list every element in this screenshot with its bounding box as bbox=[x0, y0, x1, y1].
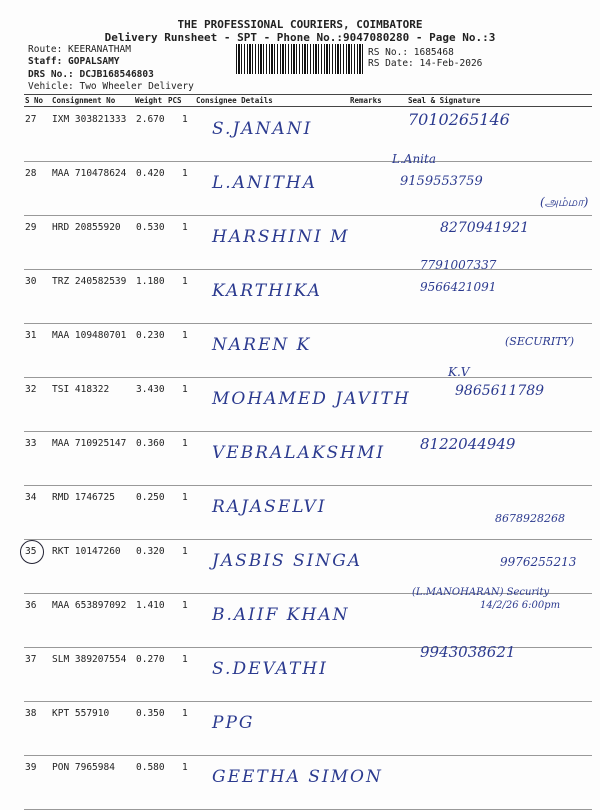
signature-note: 8270941921 bbox=[440, 220, 530, 236]
row-weight: 2.670 bbox=[136, 114, 165, 125]
row-consignment: TSI 418322 bbox=[52, 384, 110, 395]
consignee-name: MOHAMED JAVITH bbox=[212, 389, 411, 409]
table-row bbox=[24, 323, 592, 378]
row-weight: 0.360 bbox=[136, 438, 165, 449]
row-pcs: 1 bbox=[182, 438, 188, 449]
row-consignment: MAA 653897092 bbox=[52, 600, 127, 611]
row-weight: 1.410 bbox=[136, 600, 165, 611]
row-sno: 36 bbox=[25, 600, 37, 611]
row-consignment: RKT 10147260 bbox=[52, 546, 121, 557]
circled-mark bbox=[20, 540, 44, 564]
runsheet-subtitle: Delivery Runsheet - SPT - Phone No.:9047080280 - Page No.:3 bbox=[104, 31, 496, 44]
consignee-name: PPG bbox=[212, 713, 255, 733]
col-consignee: Consignee Details bbox=[196, 96, 273, 105]
signature-note: 8122044949 bbox=[420, 435, 516, 453]
signature-note: (L.MANOHARAN) Security bbox=[412, 587, 550, 598]
signature-note: K.V bbox=[448, 365, 470, 379]
row-consignment: SLM 389207554 bbox=[52, 654, 127, 665]
row-weight: 3.430 bbox=[136, 384, 165, 395]
row-consignment: HRD 20855920 bbox=[52, 222, 121, 233]
row-weight: 0.270 bbox=[136, 654, 165, 665]
row-sno: 38 bbox=[25, 708, 37, 719]
signature-note: 14/2/26 6:00pm bbox=[480, 600, 561, 611]
row-consignment: MAA 710925147 bbox=[52, 438, 127, 449]
consignee-name: HARSHINI M bbox=[212, 227, 350, 247]
col-seal: Seal & Signature bbox=[408, 96, 481, 105]
table-row bbox=[24, 269, 592, 324]
row-pcs: 1 bbox=[182, 654, 188, 665]
row-weight: 1.180 bbox=[136, 276, 165, 287]
consignee-name: GEETHA SIMON bbox=[212, 767, 383, 787]
consignee-name: B.AIIF KHAN bbox=[212, 605, 350, 625]
col-consignment: Consignment No bbox=[52, 96, 116, 105]
row-pcs: 1 bbox=[182, 222, 188, 233]
consignee-name: L.ANITHA bbox=[212, 173, 318, 193]
row-sno: 27 bbox=[25, 114, 37, 125]
row-pcs: 1 bbox=[182, 330, 188, 341]
row-consignment: RMD 1746725 bbox=[52, 492, 115, 503]
row-consignment: MAA 710478624 bbox=[52, 168, 127, 179]
signature-note: (SECURITY) bbox=[505, 335, 575, 348]
signature-note: 9566421091 bbox=[420, 280, 497, 294]
drs-label: DRS No.: DCJB168546803 bbox=[28, 69, 154, 80]
consignee-name: NAREN K bbox=[212, 335, 312, 355]
consignee-name: JASBIS SINGA bbox=[212, 551, 363, 571]
row-pcs: 1 bbox=[182, 384, 188, 395]
row-pcs: 1 bbox=[182, 168, 188, 179]
col-weight: Weight bbox=[135, 96, 163, 105]
consignee-name: S.JANANI bbox=[212, 119, 313, 139]
rs-number: RS No.: 1685468 bbox=[368, 47, 454, 58]
row-consignment: KPT 557910 bbox=[52, 708, 110, 719]
row-sno: 39 bbox=[25, 762, 37, 773]
signature-note: 7010265146 bbox=[408, 110, 510, 129]
row-pcs: 1 bbox=[182, 762, 188, 773]
row-pcs: 1 bbox=[182, 276, 188, 287]
row-consignment: TRZ 240582539 bbox=[52, 276, 127, 287]
row-weight: 0.250 bbox=[136, 492, 165, 503]
barcode bbox=[236, 44, 364, 74]
table-row bbox=[24, 701, 592, 756]
row-weight: 0.320 bbox=[136, 546, 165, 557]
row-pcs: 1 bbox=[182, 708, 188, 719]
row-sno: 28 bbox=[25, 168, 37, 179]
col-remarks: Remarks bbox=[350, 96, 382, 105]
signature-note: 9976255213 bbox=[500, 555, 577, 569]
consignee-name: VEBRALAKSHMI bbox=[212, 443, 386, 463]
row-weight: 0.580 bbox=[136, 762, 165, 773]
staff-label: Staff: GOPALSAMY bbox=[28, 56, 120, 67]
signature-note: 9865611789 bbox=[455, 383, 545, 399]
row-weight: 0.530 bbox=[136, 222, 165, 233]
row-consignment: MAA 109480701 bbox=[52, 330, 127, 341]
row-sno: 30 bbox=[25, 276, 37, 287]
table-row bbox=[24, 161, 592, 216]
row-sno: 33 bbox=[25, 438, 37, 449]
row-sno: 35 bbox=[25, 546, 37, 557]
route-label: Route: KEERANATHAM bbox=[28, 44, 131, 55]
row-sno: 31 bbox=[25, 330, 37, 341]
row-sno: 37 bbox=[25, 654, 37, 665]
header-rule-top bbox=[24, 94, 592, 95]
signature-note: 8678928268 bbox=[495, 512, 565, 525]
rs-date: RS Date: 14-Feb-2026 bbox=[368, 58, 483, 69]
row-consignment: PON 7965984 bbox=[52, 762, 115, 773]
row-sno: 34 bbox=[25, 492, 37, 503]
row-consignment: IXM 303821333 bbox=[52, 114, 127, 125]
row-pcs: 1 bbox=[182, 114, 188, 125]
company-title: THE PROFESSIONAL COURIERS, COIMBATORE bbox=[177, 18, 423, 31]
vehicle-label: Vehicle: Two Wheeler Delivery bbox=[28, 81, 194, 92]
consignee-name: S.DEVATHI bbox=[212, 659, 328, 679]
row-sno: 29 bbox=[25, 222, 37, 233]
row-pcs: 1 bbox=[182, 492, 188, 503]
col-sno: S No bbox=[25, 96, 44, 105]
row-pcs: 1 bbox=[182, 600, 188, 611]
row-sno: 32 bbox=[25, 384, 37, 395]
signature-note: 9159553759 bbox=[400, 174, 483, 189]
row-weight: 0.350 bbox=[136, 708, 165, 719]
row-weight: 0.420 bbox=[136, 168, 165, 179]
signature-note: L.Anita bbox=[392, 152, 436, 166]
signature-note: 9943038621 bbox=[420, 643, 516, 661]
table-row bbox=[24, 755, 592, 810]
signature-note: (அம்மா) bbox=[540, 195, 589, 209]
signature-note: 7791007337 bbox=[420, 258, 497, 272]
row-weight: 0.230 bbox=[136, 330, 165, 341]
col-pcs: PCS bbox=[168, 96, 182, 105]
consignee-name: KARTHIKA bbox=[212, 281, 322, 301]
consignee-name: RAJASELVI bbox=[212, 497, 327, 517]
row-pcs: 1 bbox=[182, 546, 188, 557]
